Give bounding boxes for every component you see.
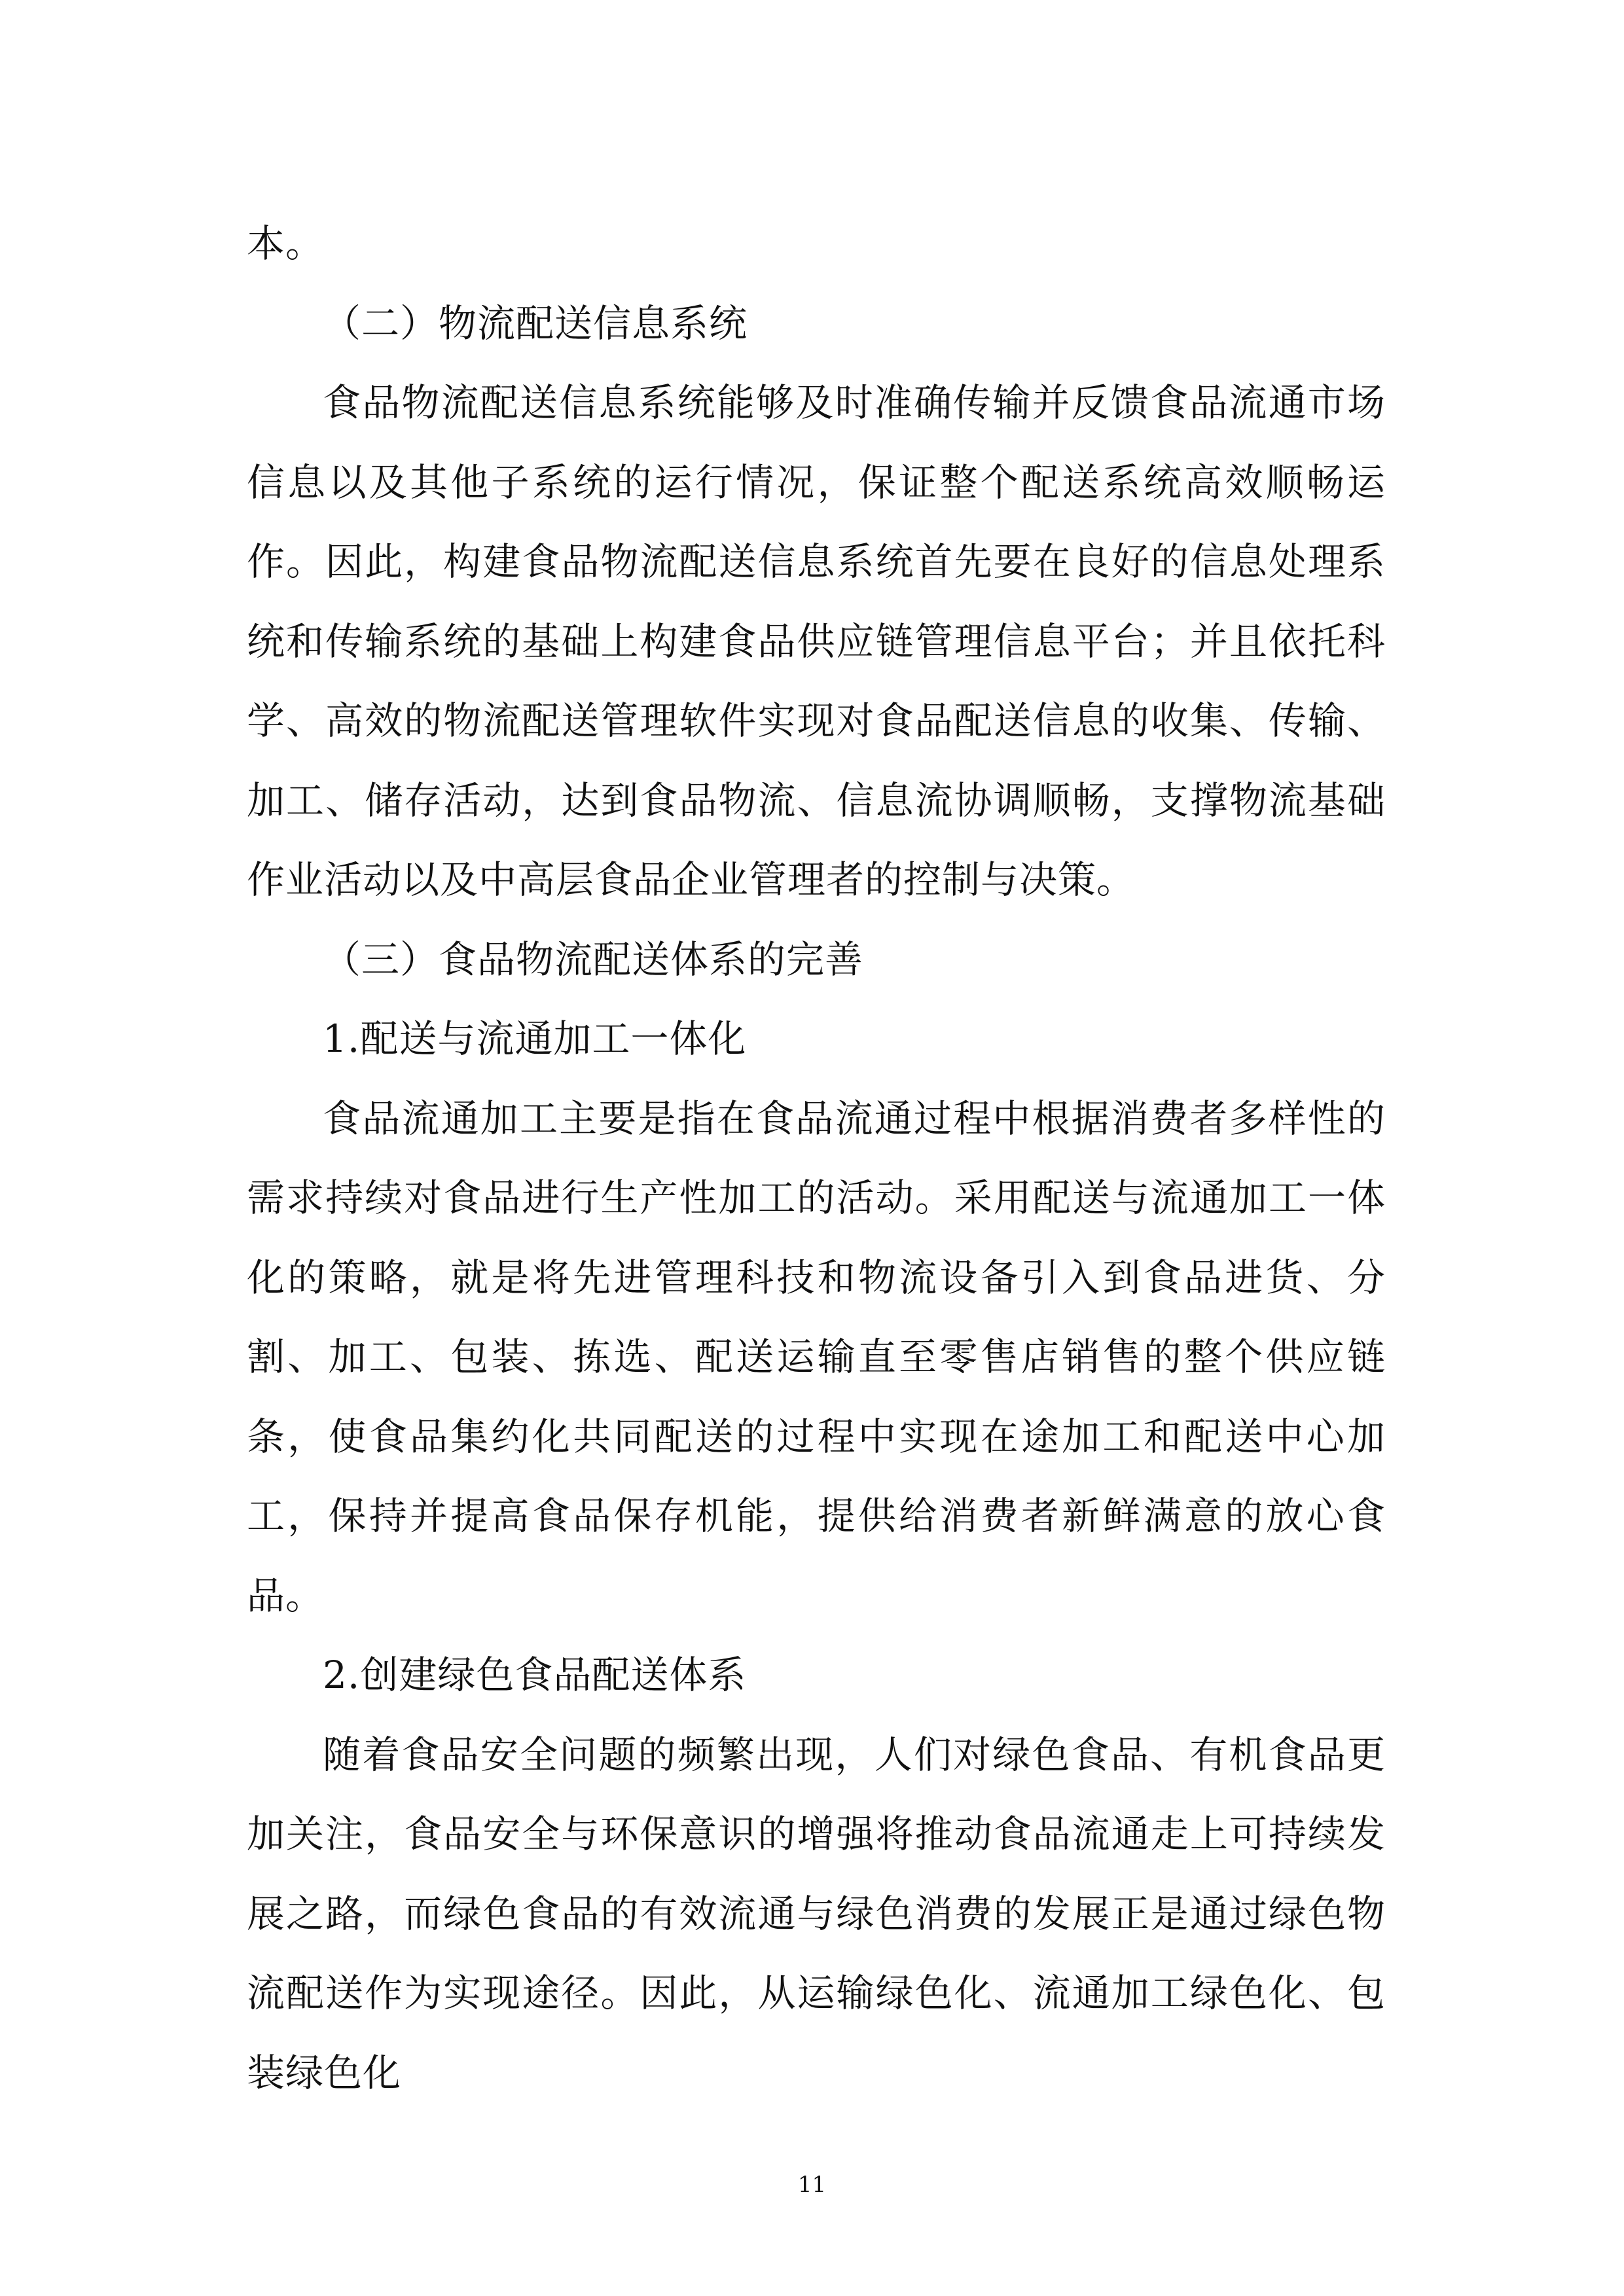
section-heading-3: （三）食品物流配送体系的完善	[323, 937, 864, 982]
body-text	[247, 204, 1386, 2113]
page-number: 11	[797, 2172, 827, 2198]
subheading-2: 2.创建绿色食品配送体系	[323, 1653, 747, 1697]
section-heading-2: （二）物流配送信息系统	[323, 300, 748, 346]
paragraph-processing: 食品流通加工主要是指在食品流通过程中根据消费者多样性的需求持续对食品进行生产性加工的活动。采用配送与流通加工一体化的策略，就是将先进管理科技和物流设备引入到食品进货、分割、加工、包装、拣选、配送运输直至零售店销售的整个供应链条，使食品集约化共同配送的过程中实现在途加工和配送中心加工，保持并提高食品保存机能，提供给消费者新鲜满意的放心食品。	[247, 1096, 1386, 1618]
paragraph-continuation: 本。	[247, 221, 325, 266]
subheading-1: 1.配送与流通加工一体化	[323, 1016, 747, 1061]
paragraph-info-system: 食品物流配送信息系统能够及时准确传输并反馈食品流通市场信息以及其他子系统的运行情况，保证整个配送系统高效顺畅运作。因此，构建食品物流配送信息系统首先要在良好的信息处理系统和传输系统的基础上构建食品供应链管理信息平台；并且依托科学、高效的物流配送管理软件实现对食品配送信息的收集、传输、加工、储存活动，达到食品物流、信息流协调顺畅，支撑物流基础作业活动以及中高层食品企业管理者的控制与决策。	[247, 380, 1386, 902]
paragraph-green-food: 随着食品安全问题的频繁出现，人们对绿色食品、有机食品更加关注，食品安全与环保意识的增强将推动食品流通走上可持续发展之路，而绿色食品的有效流通与绿色消费的发展正是通过绿色物流配送作为实现途径。因此，从运输绿色化、流通加工绿色化、包装绿色化	[247, 1732, 1386, 2095]
